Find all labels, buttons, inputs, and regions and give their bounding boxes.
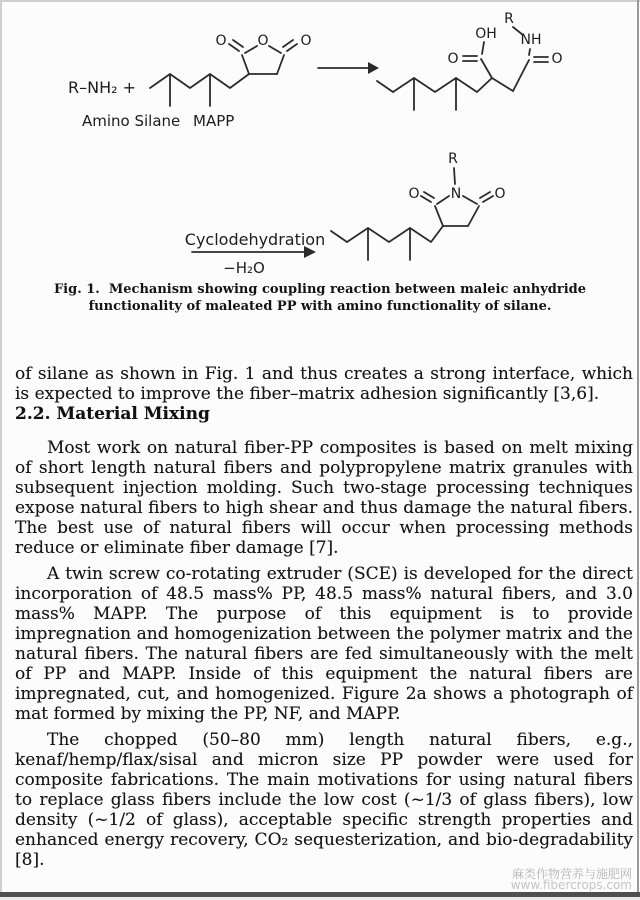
carbonyl-oxygen-label: O <box>494 186 506 202</box>
amine-formula-label: R–NH₂ + <box>68 78 137 97</box>
reaction-arrow <box>318 62 379 74</box>
cyclodehydration-label: Cyclodehydration <box>184 230 326 249</box>
intro-paragraph: of silane as shown in Fig. 1 and thus creates a strong interface, which is expected to improve the fiber–matrix adhesion significantly [3,6]. <box>15 364 633 404</box>
watermark-site-url: www.fibercrops.com <box>510 878 632 892</box>
paragraph-chopped-fibers: The chopped (50–80 mm) length natural fibers, e.g., kenaf/hemp/flax/sisal and micron size PP powder were used for composite fabrications. The main motivations for using natural fibers to replace glass fibers include the low cost (~1/3 of glass fibers), low density (~1/2 of glass), acceptable specific strength properties and enhanced energy recovery, CO₂ sequesterization, and bio-degradability [8]. <box>15 730 633 870</box>
ring-oxygen-label: O <box>257 33 269 49</box>
mapp-name-label: MAPP <box>193 112 235 130</box>
product-amic-acid-structure <box>377 11 563 110</box>
carbonyl-oxygen-label: O <box>408 186 420 202</box>
product-imide-structure <box>331 151 506 260</box>
fig1-caption <box>0 281 640 315</box>
amide-oxygen-label: O <box>551 51 563 67</box>
paragraph-extruder: A twin screw co-rotating extruder (SCE) is developed for the direct incorporation of 48.5 mass% PP, 48.5 mass% natural fibers, and 3.0 mass% MAPP. The purpose of this equipment is to provide impregnation and homogenization between the polymer matrix and the natural fibers. The natural fibers are fed simultaneously with the melt of PP and MAPP. Inside of this equipment the natural fibers are impregnated, cut, and homogenized. Figure 2a shows a photograph of mat formed by mixing the PP, NF, and MAPP. <box>15 564 633 724</box>
reactant-mapp-structure <box>68 33 312 130</box>
carbonyl-oxygen-label: O <box>300 33 312 49</box>
acid-oxygen-label: O <box>447 51 459 67</box>
fig1-caption-line1: Fig. 1. Mechanism showing coupling reaction between maleic anhydride <box>53 282 587 297</box>
amino-silane-name-label: Amino Silane <box>82 112 181 130</box>
article-body <box>15 364 633 870</box>
watermark-site-name: 麻类作物营养与施肥网 <box>511 867 632 881</box>
r-group-label: R <box>504 11 514 27</box>
watermark <box>511 869 632 891</box>
cyclodehydration-arrow <box>185 230 325 277</box>
carbonyl-oxygen-label: O <box>215 33 227 49</box>
r-group-label: R <box>448 151 458 167</box>
hydroxyl-label: OH <box>475 26 497 42</box>
fig1-caption-line2: functionality of maleated PP with amino functionality of silane. <box>88 299 552 314</box>
amide-nh-label: NH <box>520 32 542 48</box>
water-loss-label: −H₂O <box>223 259 265 277</box>
ring-nitrogen-label: N <box>450 186 462 202</box>
section-heading: 2.2. Material Mixing <box>15 404 210 424</box>
paragraph-melt-mixing: Most work on natural fiber-PP composites is based on melt mixing of short length natural fibers and polypropylene matrix granules with subsequent injection molding. Such two-stage processing techniques expose natural fibers to high shear and thus damage the natural fibers. The best use of natural fibers will occur when processing methods reduce or eliminate fiber damage [7]. <box>15 438 633 558</box>
